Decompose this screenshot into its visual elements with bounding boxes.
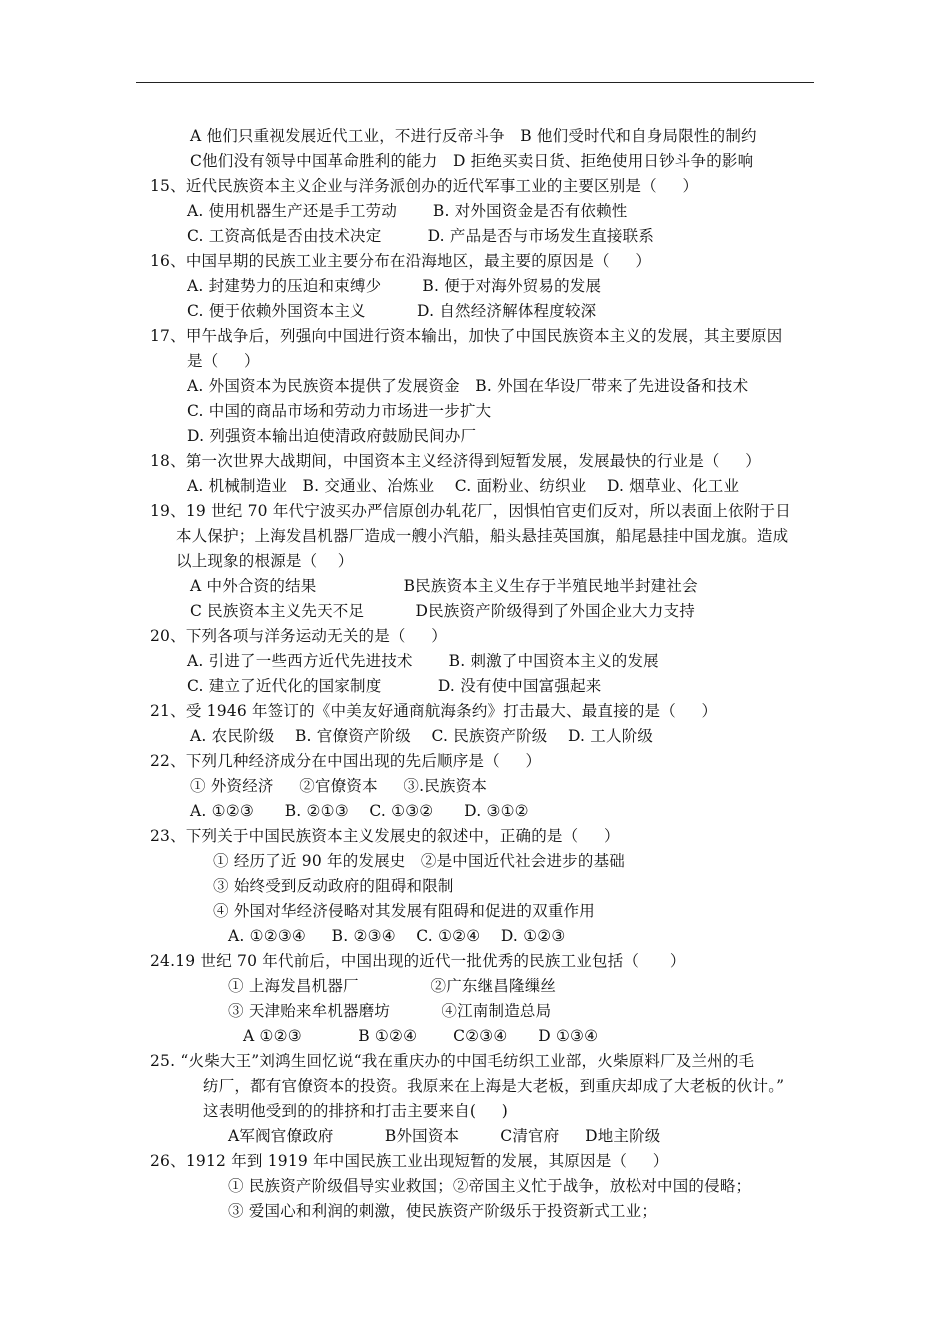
q17-stem: 17、甲午战争后，列强向中国进行资本输出，加快了中国民族资本主义的发展，其主要原因	[150, 327, 783, 345]
q20-options-ab: A. 引进了一些西方近代先进技术 B. 刺激了中国资本主义的发展	[187, 652, 659, 670]
q21-stem: 21、受 1946 年签订的《中美友好通商航海条约》打击最大、最直接的是（ ）	[150, 702, 718, 720]
q19-stem: 19、19 世纪 70 年代宁波买办严信原创办轧花厂，因惧怕官吏们反对，所以表面上依附于日	[150, 502, 791, 520]
q26-item-3: ③ 爱国心和利润的刺激，使民族资产阶级乐于投资新式工业；	[228, 1202, 658, 1220]
q16-options-cd: C. 便于依赖外国资本主义 D. 自然经济解体程度较深	[187, 302, 597, 320]
q17-options-ab: A. 外国资本为民族资本提供了发展资金 B. 外国在华设厂带来了先进设备和技术	[187, 377, 749, 395]
q18-options: A. 机械制造业 B. 交通业、冶炼业 C. 面粉业、纺织业 D. 烟草业、化工业	[187, 477, 740, 495]
q24-options: A ①②③ B ①②④ C②③④ D ①③④	[243, 1027, 599, 1045]
header-rule	[136, 82, 814, 83]
q15-stem: 15、近代民族资本主义企业与洋务派创办的近代军事工业的主要区别是（ ）	[150, 177, 699, 195]
q21-options: A. 农民阶级 B. 官僚资产阶级 C. 民族资产阶级 D. 工人阶级	[190, 727, 654, 745]
q22-options: A. ①②③ B. ②①③ C. ①③② D. ③①②	[190, 802, 529, 820]
q23-stem: 23、下列关于中国民族资本主义发展史的叙述中，正确的是（ ）	[150, 827, 620, 845]
q17-stem-continued: 是（ ）	[187, 352, 260, 370]
q25-options: A军阀官僚政府 B外国资本 C清官府 D地主阶级	[228, 1127, 661, 1145]
q23-items-12: ① 经历了近 90 年的发展史 ②是中国近代社会进步的基础	[213, 852, 625, 870]
q23-options: A. ①②③④ B. ②③④ C. ①②④ D. ①②③	[228, 927, 566, 945]
q17-option-c: C. 中国的商品市场和劳动力市场进一步扩大	[187, 402, 492, 420]
q26-items-12: ① 民族资产阶级倡导实业救国；②帝国主义忙于战争，放松对中国的侵略；	[228, 1177, 752, 1195]
q25-stem-line2: 纺厂，都有官僚资本的投资。我原来在上海是大老板，到重庆却成了大老板的伙计。”	[203, 1077, 785, 1095]
q19-stem-line3: 以上现象的根源是（ ）	[176, 552, 354, 570]
q19-stem-line2: 本人保护；上海发昌机器厂造成一艘小汽船，船头悬挂英国旗，船尾悬挂中国龙旗。造成	[176, 527, 789, 545]
q15-options-ab: A. 使用机器生产还是手工劳动 B. 对外国资金是否有依赖性	[187, 202, 628, 220]
q23-item-3: ③ 始终受到反动政府的阻碍和限制	[213, 877, 454, 895]
q14-options-cd: C他们没有领导中国革命胜利的能力 D 拒绝买卖日货、拒绝使用日钞斗争的影响	[190, 152, 754, 170]
q22-stem: 22、下列几种经济成分在中国出现的先后顺序是（ ）	[150, 752, 542, 770]
q18-stem: 18、第一次世界大战期间，中国资本主义经济得到短暂发展，发展最快的行业是（ ）	[150, 452, 761, 470]
q14-options-ab: A 他们只重视发展近代工业，不进行反帝斗争 B 他们受时代和自身局限性的制约	[190, 127, 757, 145]
q24-items-34: ③ 天津贻来牟机器磨坊 ④江南制造总局	[228, 1002, 552, 1020]
q22-items: ① 外资经济 ②官僚资本 ③.民族资本	[190, 777, 488, 795]
q24-items-12: ① 上海发昌机器厂 ②广东继昌隆缫丝	[228, 977, 557, 995]
q25-stem: 25. “火柴大王”刘鸿生回忆说“我在重庆办的中国毛纺织工业部，火柴原料厂及兰州的毛	[150, 1052, 755, 1070]
q26-stem: 26、1912 年到 1919 年中国民族工业出现短暂的发展，其原因是（ ）	[150, 1152, 669, 1170]
q17-option-d: D. 列强资本输出迫使清政府鼓励民间办厂	[187, 427, 477, 445]
q16-stem: 16、中国早期的民族工业主要分布在沿海地区，最主要的原因是（ ）	[150, 252, 652, 270]
q24-stem: 24.19 世纪 70 年代前后，中国出现的近代一批优秀的民族工业包括（ ）	[150, 952, 686, 970]
q20-options-cd: C. 建立了近代化的国家制度 D. 没有使中国富强起来	[187, 677, 602, 695]
q20-stem: 20、下列各项与洋务运动无关的是（ ）	[150, 627, 447, 645]
q19-options-ab: A 中外合资的结果 B民族资本主义生存于半殖民地半封建社会	[190, 577, 698, 595]
q16-options-ab: A. 封建势力的压迫和束缚少 B. 便于对海外贸易的发展	[187, 277, 602, 295]
q23-item-4: ④ 外国对华经济侵略对其发展有阻碍和促进的双重作用	[213, 902, 595, 920]
q25-stem-line3: 这表明他受到的的排挤和打击主要来自( )	[203, 1102, 509, 1120]
q19-options-cd: C 民族资本主义先天不足 D民族资产阶级得到了外国企业大力支持	[190, 602, 695, 620]
q15-options-cd: C. 工资高低是否由技术决定 D. 产品是否与市场发生直接联系	[187, 227, 655, 245]
